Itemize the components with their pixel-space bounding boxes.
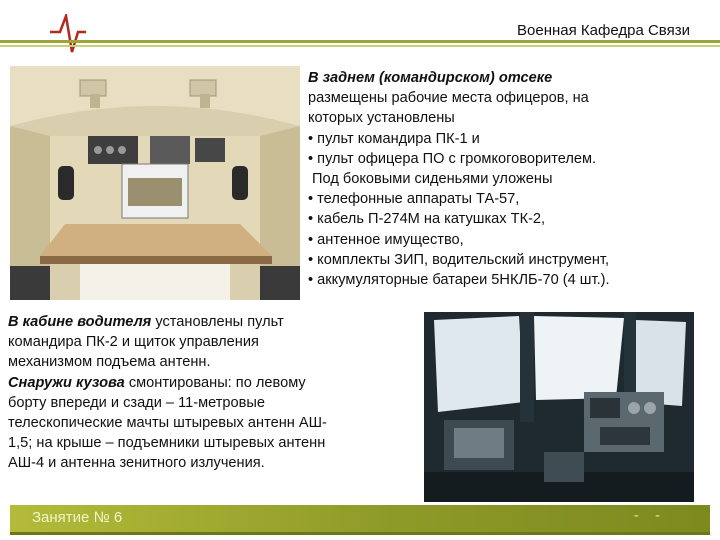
text-line: борту впереди и сзади – 11-метровые (8, 394, 266, 411)
rear-compartment-description (308, 68, 713, 290)
text-line: Под боковыми сиденьями уложены (308, 171, 553, 188)
list-item: • телефонные аппараты ТА-57, (308, 191, 520, 208)
list-item: • кабель П-274М на катушках ТК-2, (308, 211, 546, 228)
cabin-heading: В кабине водителя (8, 314, 152, 330)
text-line: 1,5; на крыше – подъемники штыревых антенн (8, 435, 326, 452)
text-line: смонтированы: по левому (124, 374, 306, 391)
text-line: телескопические мачты штыревых антенн АШ- (8, 415, 327, 432)
header-divider (0, 40, 720, 43)
driver-cabin-photo (424, 312, 694, 502)
text-line: механизмом подъема антенн. (8, 354, 211, 371)
list-item: • аккумуляторные батареи 5НКЛБ-70 (4 шт.). (308, 272, 610, 289)
rear-compartment-photo (10, 66, 300, 300)
text-line: размещены рабочие места офицеров, на (308, 90, 589, 107)
outside-heading: Снаружи кузова (8, 374, 125, 391)
rear-compartment-heading: В заднем (командирском) отсеке (308, 70, 553, 86)
list-item: • пульт командира ПК-1 и (308, 130, 480, 147)
footer-bar (10, 505, 710, 535)
list-item: • комплекты ЗИП, водительский инструмент, (308, 251, 610, 268)
text-line: установлены пульт (151, 314, 284, 330)
header-divider-light (0, 45, 720, 47)
cabin-description (8, 312, 418, 474)
text-line: которых установлены (308, 110, 455, 127)
header-title: Военная Кафедра Связи (517, 22, 690, 39)
text-line: АШ-4 и антенна зенитного излучения. (8, 455, 265, 472)
list-item: • пульт офицера ПО с громкоговорителем. (308, 150, 597, 167)
header (0, 0, 720, 58)
list-item: • антенное имущество, (308, 231, 464, 248)
signal-logo-icon (48, 14, 88, 58)
footer-dots: - - (633, 507, 666, 524)
text-line: командира ПК-2 и щиток управления (8, 334, 259, 351)
lesson-label: Занятие № 6 (32, 509, 123, 526)
